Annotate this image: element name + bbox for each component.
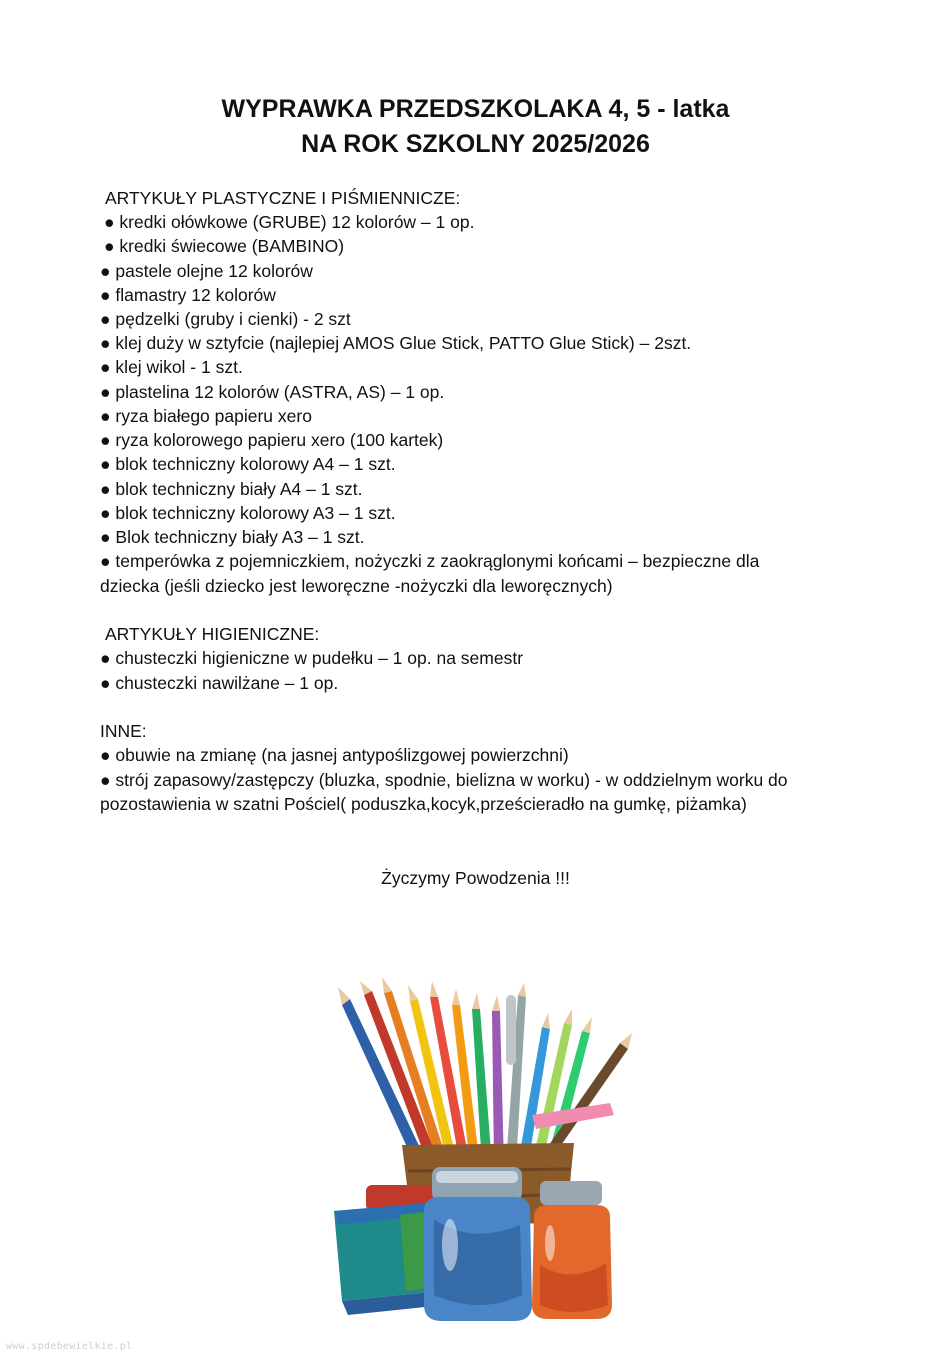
- section-heading-hygiene: ARTYKUŁY HIGIENICZNE:: [105, 624, 320, 644]
- list-item: ● kredki świecowe (BAMBINO): [104, 236, 345, 256]
- list-item-continuation: dziecka (jeśli dziecko jest leworęczne -nożyczki dla leworęcznych): [100, 576, 613, 596]
- list-item: ● plastelina 12 kolorów (ASTRA, AS) – 1 op.: [100, 382, 445, 402]
- list-item: ● blok techniczny biały A4 – 1 szt.: [100, 479, 363, 499]
- school-supplies-illustration-icon: [320, 975, 640, 1325]
- list-item: ● chusteczki nawilżane – 1 op.: [100, 673, 339, 693]
- section-heading-other: INNE:: [100, 721, 147, 741]
- list-item: ● kredki ołówkowe (GRUBE) 12 kolorów – 1 op.: [104, 212, 475, 232]
- list-item: ● ryza kolorowego papieru xero (100 kartek): [100, 430, 444, 450]
- document-title-line2: NA ROK SZKOLNY 2025/2026: [301, 130, 650, 158]
- pencils-icon: [338, 977, 632, 1171]
- list-item: ● chusteczki higieniczne w pudełku – 1 op. na semestr: [100, 648, 524, 668]
- list-item: ● klej wikol - 1 szt.: [100, 357, 243, 377]
- list-item: ● klej duży w sztyfcie (najlepiej AMOS Glue Stick, PATTO Glue Stick) – 2szt.: [100, 333, 692, 353]
- list-item-continuation: pozostawienia w szatni Pościel( poduszka,kocyk,prześcieradło na gumkę, piżamka): [100, 794, 747, 814]
- list-item: ● strój zapasowy/zastępczy (bluzka, spodnie, bielizna w worku) - w oddzielnym worku do: [100, 770, 788, 790]
- list-item: ● pastele olejne 12 kolorów: [100, 261, 313, 281]
- list-item: ● pędzelki (gruby i cienki) - 2 szt: [100, 309, 351, 329]
- list-item: ● blok techniczny kolorowy A4 – 1 szt.: [100, 454, 396, 474]
- list-item: ● blok techniczny kolorowy A3 – 1 szt.: [100, 503, 396, 523]
- closing-wish: Życzymy Powodzenia !!!: [381, 868, 570, 888]
- document-title-line1: WYPRAWKA PRZEDSZKOLAKA 4, 5 - latka: [221, 95, 730, 123]
- watermark-text: www.spdebewielkie.pl: [6, 1341, 133, 1352]
- blue-jar-icon: [424, 1167, 532, 1321]
- list-item: ● ryza białego papieru xero: [100, 406, 312, 426]
- list-item: ● Blok techniczny biały A3 – 1 szt.: [100, 527, 365, 547]
- section-heading-art: ARTYKUŁY PLASTYCZNE I PIŚMIENNICZE:: [105, 188, 461, 208]
- list-item: ● obuwie na zmianę (na jasnej antypoślizgowej powierzchni): [100, 745, 569, 765]
- orange-jar-icon: [532, 1181, 612, 1319]
- list-item: ● temperówka z pojemniczkiem, nożyczki z zaokrąglonymi końcami – bezpieczne dla: [100, 551, 760, 571]
- list-item: ● flamastry 12 kolorów: [100, 285, 276, 305]
